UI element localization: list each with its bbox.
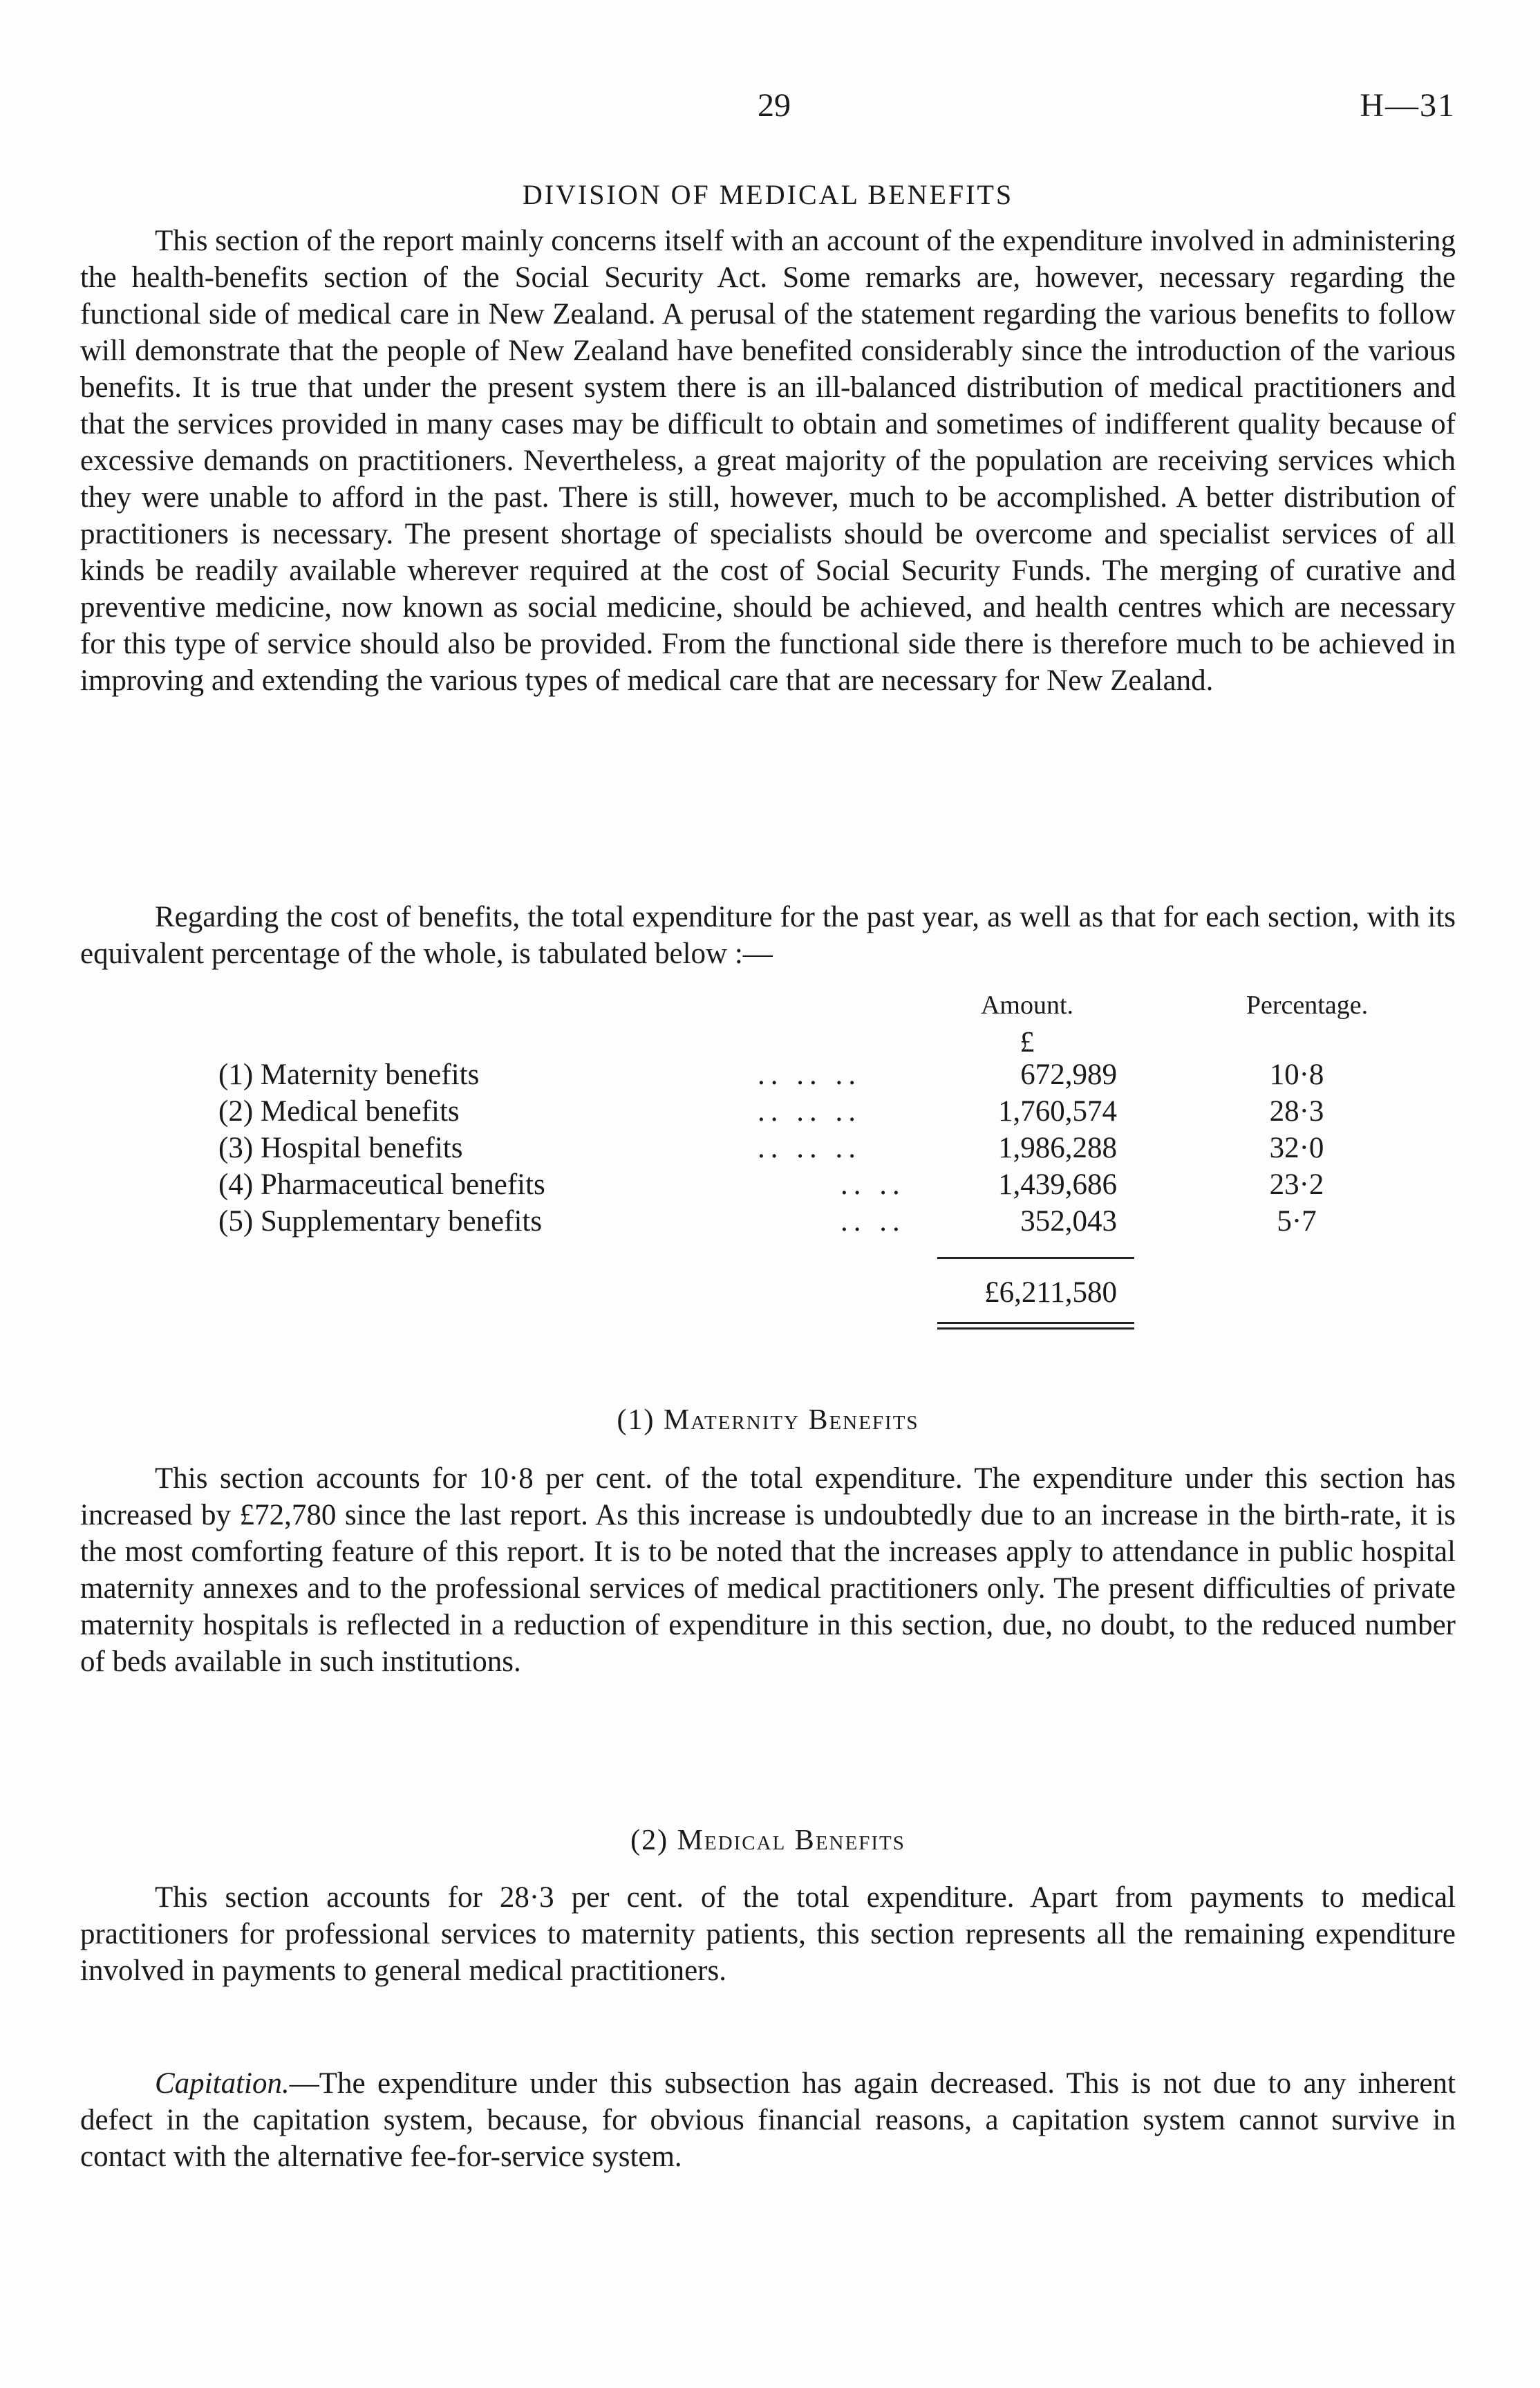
table-header <box>80 990 1456 1066</box>
table-row <box>80 1203 1456 1240</box>
capitation-text: —The expenditure under this subsection has again decreased. This is not due to any inherent defect in the capitation system, because, for obvious financial reasons, a capitation system cannot survive in contact with the alternative fee-for-service system. <box>80 2067 1456 2173</box>
page-number: 29 <box>758 87 791 124</box>
total-amount: £6,211,580 <box>984 1276 1117 1309</box>
percentage-column-header: Percentage. <box>1246 991 1369 1020</box>
benefit-percentage: 10·8 <box>1269 1058 1324 1091</box>
benefit-percentage: 28·3 <box>1269 1095 1324 1128</box>
table-row <box>80 1093 1456 1130</box>
total-rule-top <box>937 1257 1134 1259</box>
table-row <box>80 1130 1456 1166</box>
benefit-amount: 1,986,288 <box>998 1132 1117 1164</box>
amount-column-header: Amount. <box>980 991 1074 1020</box>
benefit-amount: 1,760,574 <box>998 1095 1117 1128</box>
benefit-amount: 352,043 <box>1020 1205 1117 1238</box>
capitation-paragraph <box>80 2065 1456 2175</box>
cost-paragraph: Regarding the cost of benefits, the total expenditure for the past year, as well as that for each section, with its equivalent percentage of the whole, is tabulated below :— <box>80 901 1456 970</box>
document-reference: H—31 <box>1360 87 1456 124</box>
currency-symbol: £ <box>1020 1027 1035 1058</box>
section-title: DIVISION OF MEDICAL BENEFITS <box>522 179 1014 210</box>
leader-dots: .. .. .. <box>758 1058 861 1091</box>
benefit-amount: 1,439,686 <box>998 1168 1117 1201</box>
benefit-label: (1) Maternity benefits <box>218 1058 480 1091</box>
total-rule-bottom <box>937 1322 1134 1324</box>
total-rule-double <box>937 1327 1134 1330</box>
benefit-amount: 672,989 <box>1020 1058 1117 1091</box>
maternity-heading: (1) Maternity Benefits <box>617 1404 919 1436</box>
benefit-percentage: 5·7 <box>1277 1205 1317 1238</box>
medical-heading: (2) Medical Benefits <box>630 1825 905 1856</box>
document-page <box>80 0 1456 2388</box>
leader-dots: .. .. .. <box>758 1095 861 1128</box>
benefit-label: (4) Pharmaceutical benefits <box>218 1168 545 1201</box>
intro-paragraph: This section of the report mainly concerns itself with an account of the expenditure involved in administering the health-benefits section of the Social Security Act. Some remarks are, however, necessary regarding the functional side of medical care in New Zealand. A perusal of the statement regarding the various benefits to follow will demonstrate that the people of New Zealand have benefited considerably since the introduction of the various benefits. It is true that under the present system there is an ill-balanced distribution of medical practitioners and that the services provided in many cases may be difficult to obtain and sometimes of indifferent quality because of excessive demands on practitioners. Nevertheless, a great majority of the population are receiving services which they were unable to afford in the past. There is still, however, much to be accomplished. A better distribution of practitioners is necessary. The present shortage of specialists should be overcome and specialist services of all kinds be readily available wherever required at the cost of Social Security Funds. The merging of curative and preventive medicine, now known as social medicine, should be achieved, and health centres which are necessary for this type of service should also be provided. From the functional side there is therefore much to be achieved in improving and extending the various types of medical care that are necessary for New Zealand. <box>80 225 1456 697</box>
benefit-label: (5) Supplementary benefits <box>218 1205 543 1238</box>
benefits-table <box>80 1056 1456 1240</box>
capitation-lead: Capitation. <box>155 2067 290 2100</box>
leader-dots: .. .. .. <box>758 1132 861 1164</box>
page-header <box>80 86 1456 135</box>
table-row <box>80 1166 1456 1203</box>
medical-paragraph: This section accounts for 28·3 per cent. of the total expenditure. Apart from payments to medical practitioners for professional services to maternity patients, this section represents all the remaining expenditure involved in payments to general medical practitioners. <box>80 1881 1456 1987</box>
maternity-paragraph: This section accounts for 10·8 per cent. of the total expenditure. The expenditure under this section has increased by £72,780 since the last report. As this increase is undoubtedly due to an increase in the birth-rate, it is the most comforting feature of this report. It is to be noted that the increases apply to attendance in public hospital maternity annexes and to the professional services of medical practitioners only. The present difficulties of private maternity hospitals is reflected in a reduction of expenditure in this section, due, no doubt, to the reduced number of beds available in such institutions. <box>80 1462 1456 1678</box>
benefit-percentage: 32·0 <box>1269 1132 1324 1164</box>
benefit-percentage: 23·2 <box>1269 1168 1324 1201</box>
benefit-label: (3) Hospital benefits <box>218 1132 463 1164</box>
table-row <box>80 1056 1456 1093</box>
leader-dots: .. .. <box>841 1168 905 1201</box>
benefit-label: (2) Medical benefits <box>218 1095 460 1128</box>
leader-dots: .. .. <box>841 1205 905 1238</box>
